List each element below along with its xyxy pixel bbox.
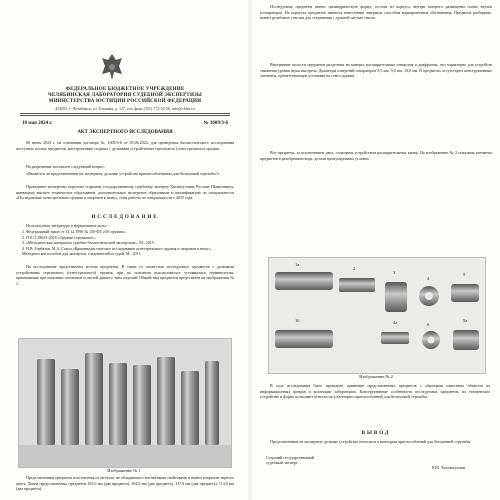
image-2-label: 3 bbox=[393, 270, 396, 275]
right-lower-paragraph bbox=[260, 150, 492, 161]
question-heading-paragraph bbox=[16, 164, 234, 170]
signature-role-line-1: Старший государственный bbox=[266, 455, 314, 460]
intro-paragraph bbox=[16, 140, 234, 151]
page-right bbox=[252, 0, 500, 500]
image-2-label: 6 bbox=[427, 322, 430, 327]
org-line-2: ЧЕЛЯБИНСКАЯ ЛАБОРАТОРИЯ СУДЕБНОЙ ЭКСПЕРТИЗЫ bbox=[47, 93, 203, 98]
research-paragraph bbox=[16, 264, 234, 286]
image-1-photo bbox=[18, 338, 232, 468]
right-lower-text: Все предметы, за исключением двух, оснащены устройством расширительных камер. На изображении № 2 показаны элементы предметов в разобранном виде, детали пронумерованы условно. bbox=[260, 150, 492, 161]
address-line: 454091, г. Челябинск, ул. Елькина, д. 127, тел./факс (351) 772-52-56, info@chlse.ru bbox=[55, 106, 195, 111]
intro-text: 06 июня 2024 г. на основании договора № 1609/3-6 от 05.06.2024, для проведения баллистического исследования поступило восемь предметов, конструктивно сходных с дульными устройствами стрелкового (огнестрельного) оружия. bbox=[16, 140, 234, 151]
image-2-label: 4a bbox=[393, 320, 398, 325]
document-date: 10 мая 2024 г. bbox=[22, 121, 53, 126]
image-2-label: 1a bbox=[295, 262, 300, 267]
research-text: На исследование представлены восемь предметов. В связи со схожестью исследуемых предметов с дульными устройствами стрелкового (огнестрельного) оружия, при их описании использовалась устоявшаяся терминология, применяемая при описании элементов и частей данного типа изделий. Общий вид предметов представлен на изображении № 1. bbox=[16, 264, 234, 286]
org-line-1: ФЕДЕРАЛЬНОЕ БЮДЖЕТНОЕ УЧРЕЖДЕНИЕ bbox=[65, 87, 185, 92]
image-2-caption: Изображение № 2 bbox=[359, 374, 393, 379]
image-1-caption: Изображение № 1 bbox=[107, 468, 141, 473]
question-paragraph bbox=[16, 171, 234, 177]
literature-list bbox=[22, 229, 234, 257]
page-left bbox=[0, 0, 248, 500]
right-middle-text: Внутренние полости предметов разделены на камеры, расширительные отверстия и диафрагмы, что характерно для устройств снижения уровня звука выстрела. Диаметры отверстий сепараторов 8,5 мм, 9,0 мм, 10,0 мм. В предметах отсутствуют конструктивные элементы, препятствующие установке на ствол оружия. bbox=[260, 62, 492, 79]
expert-text: Проведение экспертизы поручено старшему государственному судебному эксперту Хисматуллину Руслану Шамилевичу, имеющему высшее техническое образование, дополнительное экспертное образование и квалификацию по специальности «Исследование огнестрельного оружия и патронов к нему», стаж работы по специальности с 2015 года. bbox=[16, 184, 234, 201]
image-2-label: 1б bbox=[295, 318, 300, 323]
conclusion-paragraph bbox=[260, 439, 490, 445]
image-2-photo bbox=[268, 257, 486, 374]
comparison-text: В ходе исследования было проведено сравнение представленных предметов с образцами известных объектов из информационных фондов и коллекции лаборатории. Конструктивные особенности исследуемых предметов, их техническое устройство и форма позволяют отнести их к категории приспособлений для бесшумной стрельбы. bbox=[260, 383, 490, 400]
image-2-label: 2 bbox=[353, 266, 356, 271]
section-research-heading: ИССЛЕДОВАНИЕ bbox=[91, 215, 159, 220]
document-title: АКТ ЭКСПЕРТНОГО ИССЛЕДОВАНИЯ bbox=[77, 130, 173, 135]
image-1-cylinders bbox=[19, 339, 231, 467]
right-top-paragraph bbox=[260, 4, 492, 21]
section-conclusion-heading: ВЫВОД bbox=[361, 431, 391, 436]
literature-item: 2. ГОСТ 28653-2018 «Оружие стрелковое». bbox=[22, 234, 96, 240]
header-divider-secondary bbox=[20, 115, 230, 116]
question-text: «Являются ли представленные на экспертизу дульные устройства приспособлениями для бесшумной стрельбы?» bbox=[26, 171, 220, 176]
org-line-3: МИНИСТЕРСТВА ЮСТИЦИИ РОССИЙСКОЙ ФЕДЕРАЦИИ bbox=[48, 99, 202, 104]
right-top-text: Исследуемые предметы имеют цилиндрическую форму, состоят из корпуса, внутри которого размещены полые втулки (сепараторы). На корпусах предметов имеются нанесенные лазерным способом маркировочные обозначения. Предметы разборные, имеют резьбовые участки для соединения с дульной частью ствола. bbox=[260, 4, 492, 21]
signature-role-line-2: судебный эксперт bbox=[266, 460, 298, 466]
image-1-description-text: Представленные предметы изготовлены из металла, не обладающего магнитными свойствами и имеют покрытие черного цвета. Длина представленных предметов 105,0 мм (два предмета), 104,0 мм (два предмета), 137,8 мм (два предмета), 114,0 мм (два предмета). bbox=[16, 475, 234, 492]
signature-name: Р.Ш. Хисматуллин bbox=[432, 465, 466, 470]
organization-header bbox=[12, 87, 238, 105]
emblem-icon bbox=[100, 52, 124, 82]
literature-item: 3. «Методические материалы судебно-баллистической экспертизы», М., 2015. bbox=[22, 240, 155, 246]
literature-intro bbox=[16, 223, 234, 229]
document-meta bbox=[22, 121, 228, 126]
image-2-label: 5 bbox=[463, 272, 466, 277]
right-middle-paragraph bbox=[260, 62, 492, 79]
literature-item: 1. Федеральный закон от 13.12.1996 № 150-ФЗ «Об оружии». bbox=[22, 229, 127, 234]
comparison-paragraph bbox=[260, 383, 490, 400]
expert-paragraph bbox=[16, 184, 234, 201]
document-number: № 1609/3-6 bbox=[203, 121, 228, 126]
question-heading: На разрешение поставлен следующий вопрос: bbox=[26, 164, 105, 169]
literature-intro-text: Используемая литература и нормативные акты: bbox=[26, 223, 107, 228]
image-2-label: 4 bbox=[427, 276, 430, 281]
signature-role bbox=[266, 455, 314, 466]
image-1-description bbox=[16, 475, 234, 492]
image-2-label: 5a bbox=[463, 318, 468, 323]
literature-item: 4. Н.В. Горбатов, М.А. Сокол «Криминалистическое исследование огнестрельного оружия и патронов к нему», Методическое пособие для экспертов, следователей и судей, М., 2011. bbox=[22, 245, 212, 257]
image-2-parts bbox=[269, 258, 485, 373]
conclusion-text: Представленные на экспертизу дульные устройства относятся к категории приспособлений для бесшумной стрельбы. bbox=[270, 439, 472, 444]
